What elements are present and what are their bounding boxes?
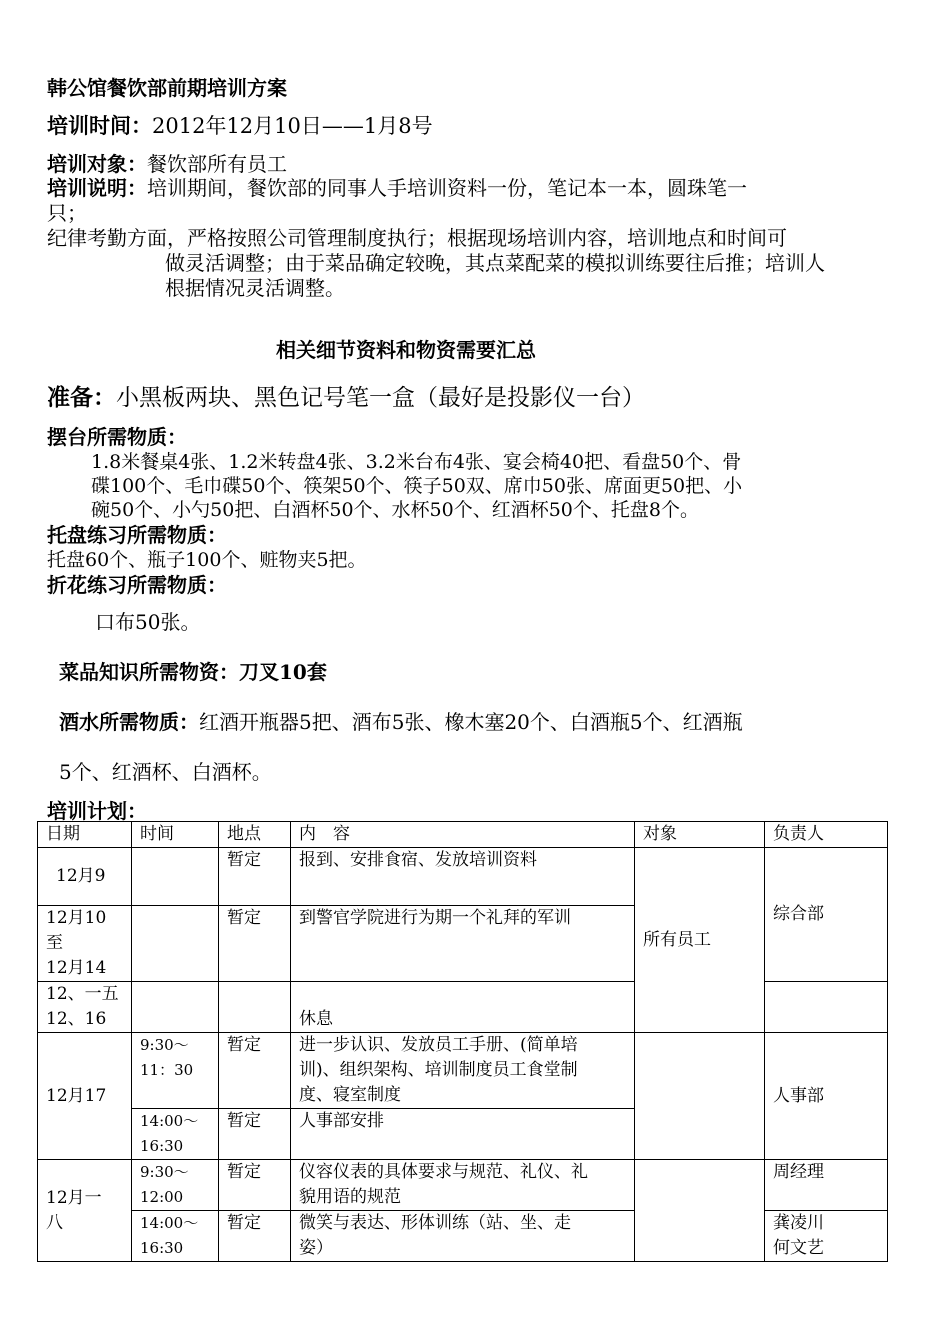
training-plan-table — [37, 821, 888, 1262]
cell-time — [132, 1109, 219, 1160]
content-line: 貌用语的规范 — [299, 1187, 401, 1207]
training-note-line4: 做灵活调整；由于菜品确定较晚，其点菜配菜的模拟训练要往后推；培训人 — [165, 251, 825, 275]
cell-date: 12月17 — [38, 1033, 132, 1160]
time-line: 11：30 — [140, 1061, 194, 1079]
date-line: 12月一 — [46, 1187, 102, 1208]
cell-target — [635, 1160, 765, 1262]
cell-content — [291, 1160, 635, 1211]
cell-owner-general: 综合部 — [765, 848, 888, 982]
fold-label: 折花练习所需物质： — [47, 573, 227, 597]
content-line: 训)、组织架构、培训制度员工食堂制 — [299, 1060, 578, 1080]
date-line: 至 — [46, 933, 63, 953]
cell-place: 暂定 — [219, 906, 291, 982]
doc-title: 韩公馆餐饮部前期培训方案 — [47, 76, 287, 100]
date-line: 12、一五 — [46, 984, 119, 1004]
cell-place — [219, 982, 291, 1033]
setting-label: 摆台所需物质： — [47, 425, 187, 449]
date-line: 12、16 — [46, 1009, 107, 1029]
training-target-value: 餐饮部所有员工 — [147, 152, 287, 176]
tray-label: 托盘练习所需物质： — [47, 523, 227, 547]
owner-line: 何文艺 — [773, 1238, 824, 1258]
content-line: 度、寝室制度 — [299, 1085, 401, 1105]
cell-content: 到警官学院进行为期一个礼拜的军训 — [291, 906, 635, 982]
time-line: 16:30 — [140, 1239, 184, 1257]
fold-value: 口布50张。 — [95, 610, 201, 634]
content-line: 进一步认识、发放员工手册、(简单培 — [299, 1035, 578, 1055]
cell-date: 12月9 — [38, 848, 132, 906]
time-line: 14:00～ — [140, 1214, 199, 1232]
cell-time — [132, 982, 219, 1033]
plan-label: 培训计划： — [47, 799, 147, 823]
training-note-line1: 培训期间，餐饮部的同事人手培训资料一份，笔记本一本，圆珠笔一 — [147, 176, 747, 200]
cell-date — [38, 982, 132, 1033]
preparation — [47, 384, 645, 412]
training-note-line3: 纪律考勤方面，严格按照公司管理制度执行；根据现场培训内容，培训地点和时间可 — [47, 226, 787, 250]
cell-time — [132, 1211, 219, 1262]
cell-date — [38, 906, 132, 982]
training-target — [47, 152, 287, 176]
header-content: 内 容 — [291, 822, 635, 848]
cell-date — [38, 1160, 132, 1262]
header-time: 时间 — [132, 822, 219, 848]
cell-place: 暂定 — [219, 1109, 291, 1160]
cell-time — [132, 906, 219, 982]
training-time-label: 培训时间： — [47, 113, 152, 138]
cell-time — [132, 1033, 219, 1109]
training-time-value: 2012年12月10日——1月8号 — [152, 114, 433, 138]
training-note-line2: 只； — [47, 201, 87, 225]
time-line: 12:00 — [140, 1188, 184, 1206]
section-title: 相关细节资料和物资需要汇总 — [276, 338, 536, 362]
header-owner: 负责人 — [765, 822, 888, 848]
cell-owner: 周经理 — [765, 1160, 888, 1211]
cell-owner — [765, 1211, 888, 1262]
content-line: 姿） — [299, 1238, 333, 1258]
time-line: 9:30～ — [140, 1036, 189, 1054]
dish-knowledge: 菜品知识所需物资：刀叉10套 — [59, 660, 327, 684]
cell-content — [291, 1211, 635, 1262]
content-line: 仪容仪表的具体要求与规范、礼仪、礼 — [299, 1162, 588, 1182]
cell-content: 人事部安排 — [291, 1109, 635, 1160]
setting-line2: 碟100个、毛巾碟50个、筷架50个、筷子50双、席巾50张、席面更50把、小 — [91, 475, 743, 497]
time-line: 16:30 — [140, 1137, 184, 1155]
header-place: 地点 — [219, 822, 291, 848]
owner-line: 龚凌川 — [773, 1213, 824, 1233]
cell-owner — [765, 982, 888, 1033]
cell-content: 休息 — [291, 982, 635, 1033]
cell-place: 暂定 — [219, 1033, 291, 1109]
training-target-label: 培训对象： — [47, 152, 147, 176]
training-time — [47, 113, 433, 139]
date-line: 12月10 — [46, 908, 107, 928]
time-line: 14:00～ — [140, 1112, 199, 1130]
table-row — [38, 1160, 888, 1211]
header-date: 日期 — [38, 822, 132, 848]
cell-time — [132, 848, 219, 906]
cell-time — [132, 1160, 219, 1211]
cell-content — [291, 1033, 635, 1109]
cell-target — [635, 1033, 765, 1160]
header-target: 对象 — [635, 822, 765, 848]
table-header-row — [38, 822, 888, 848]
training-note — [47, 176, 747, 200]
cell-place: 暂定 — [219, 848, 291, 906]
cell-owner-hr: 人事部 — [765, 1033, 888, 1160]
tray-value: 托盘60个、瓶子100个、赃物夹5把。 — [47, 549, 367, 571]
time-line: 9:30～ — [140, 1163, 189, 1181]
date-line: 12月14 — [46, 958, 107, 978]
table-row — [38, 1033, 888, 1109]
wine-line2: 5个、红酒杯、白酒杯。 — [59, 760, 272, 784]
preparation-label: 准备： — [47, 384, 116, 411]
cell-target-all: 所有员工 — [635, 848, 765, 1033]
wine-materials — [59, 710, 743, 734]
cell-place: 暂定 — [219, 1211, 291, 1262]
training-note-label: 培训说明： — [47, 176, 147, 200]
table-row — [38, 848, 888, 906]
cell-content: 报到、安排食宿、发放培训资料 — [291, 848, 635, 906]
setting-line1: 1.8米餐桌4张、1.2米转盘4张、3.2米台布4张、宴会椅40把、看盘50个、骨 — [91, 451, 742, 473]
cell-place: 暂定 — [219, 1160, 291, 1211]
preparation-value: 小黑板两块、黑色记号笔一盒（最好是投影仪一台） — [116, 385, 645, 411]
content-line: 微笑与表达、形体训练（站、坐、走 — [299, 1213, 571, 1233]
wine-label: 酒水所需物质： — [59, 710, 199, 734]
date-line: 八 — [46, 1212, 63, 1233]
setting-line3: 碗50个、小勺50把、白酒杯50个、水杯50个、红酒杯50个、托盘8个。 — [91, 499, 699, 521]
wine-value: 红酒开瓶器5把、酒布5张、橡木塞20个、白酒瓶5个、红酒瓶 — [199, 710, 743, 734]
training-note-line5: 根据情况灵活调整。 — [165, 276, 345, 300]
